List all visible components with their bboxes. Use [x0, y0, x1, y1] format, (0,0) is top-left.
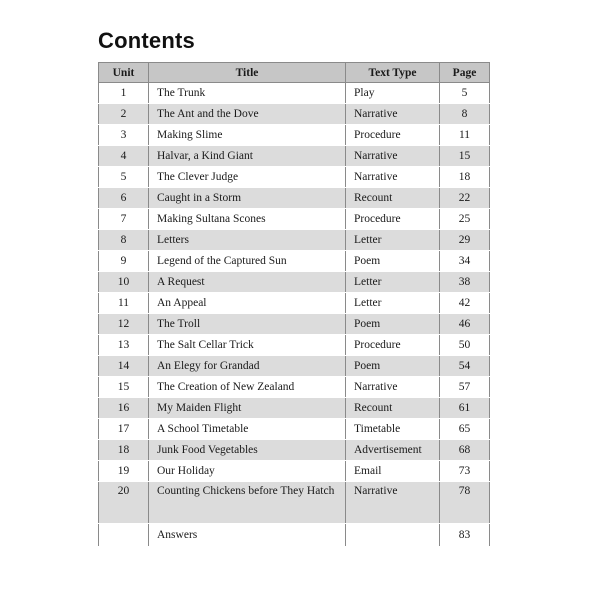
- text-type: Poem: [346, 251, 440, 272]
- unit-number: 2: [99, 104, 149, 125]
- table-row: [99, 314, 490, 335]
- text-type: [346, 524, 440, 547]
- page-number: 73: [440, 461, 490, 482]
- page-number: 57: [440, 377, 490, 398]
- unit-title: Letters: [149, 230, 346, 251]
- page-number: 68: [440, 440, 490, 461]
- text-type: Letter: [346, 230, 440, 251]
- unit-number: 17: [99, 419, 149, 440]
- header-row: [99, 63, 490, 83]
- text-type-column-header: Text Type: [346, 63, 440, 83]
- unit-title: An Appeal: [149, 293, 346, 314]
- text-type: Play: [346, 83, 440, 104]
- unit-number: 4: [99, 146, 149, 167]
- page-number: 18: [440, 167, 490, 188]
- page-title: Contents: [98, 28, 195, 53]
- table-row: [99, 440, 490, 461]
- unit-number: 12: [99, 314, 149, 335]
- unit-number: 20: [99, 482, 149, 524]
- title-column-header: Title: [149, 63, 346, 83]
- text-type: Narrative: [346, 146, 440, 167]
- unit-number: 10: [99, 272, 149, 293]
- table-row: [99, 356, 490, 377]
- text-type: Narrative: [346, 482, 440, 524]
- page-number: 78: [440, 482, 490, 524]
- text-type: Email: [346, 461, 440, 482]
- unit-number: 9: [99, 251, 149, 272]
- page-number: 42: [440, 293, 490, 314]
- unit-title: Making Slime: [149, 125, 346, 146]
- page-number: 46: [440, 314, 490, 335]
- text-type: Letter: [346, 293, 440, 314]
- unit-number: 11: [99, 293, 149, 314]
- unit-title: A School Timetable: [149, 419, 346, 440]
- page-number: 29: [440, 230, 490, 251]
- unit-title: The Ant and the Dove: [149, 104, 346, 125]
- unit-title: The Troll: [149, 314, 346, 335]
- page-number: 34: [440, 251, 490, 272]
- table-row: [99, 293, 490, 314]
- page-number: 65: [440, 419, 490, 440]
- text-type: Recount: [346, 188, 440, 209]
- unit-number: 8: [99, 230, 149, 251]
- unit-title: An Elegy for Grandad: [149, 356, 346, 377]
- unit-number: 1: [99, 83, 149, 104]
- table-row: [99, 188, 490, 209]
- unit-number: 6: [99, 188, 149, 209]
- unit-title: A Request: [149, 272, 346, 293]
- unit-title: Caught in a Storm: [149, 188, 346, 209]
- page-number: 5: [440, 83, 490, 104]
- page-number: 61: [440, 398, 490, 419]
- text-type: Advertisement: [346, 440, 440, 461]
- page-number: 8: [440, 104, 490, 125]
- unit-number: 13: [99, 335, 149, 356]
- table-row: [99, 251, 490, 272]
- unit-title: Junk Food Vegetables: [149, 440, 346, 461]
- table-row: [99, 461, 490, 482]
- unit-title: My Maiden Flight: [149, 398, 346, 419]
- page-number: 11: [440, 125, 490, 146]
- unit-title: Halvar, a Kind Giant: [149, 146, 346, 167]
- table-row: [99, 146, 490, 167]
- unit-number: 3: [99, 125, 149, 146]
- unit-title: The Salt Cellar Trick: [149, 335, 346, 356]
- table-row: [99, 125, 490, 146]
- text-type: Procedure: [346, 335, 440, 356]
- unit-number: 19: [99, 461, 149, 482]
- text-type: Letter: [346, 272, 440, 293]
- table-row: [99, 398, 490, 419]
- table-row: [99, 83, 490, 104]
- table-row: [99, 482, 490, 524]
- text-type: Timetable: [346, 419, 440, 440]
- page-number: 50: [440, 335, 490, 356]
- answers-title: Answers: [149, 524, 346, 547]
- unit-title: Legend of the Captured Sun: [149, 251, 346, 272]
- unit-number: 15: [99, 377, 149, 398]
- page-number: 38: [440, 272, 490, 293]
- unit-number: 7: [99, 209, 149, 230]
- table-row: [99, 230, 490, 251]
- table-row: [99, 104, 490, 125]
- page-number: 15: [440, 146, 490, 167]
- contents-table: [98, 62, 490, 547]
- text-type: Recount: [346, 398, 440, 419]
- page-number: 25: [440, 209, 490, 230]
- table-row: [99, 335, 490, 356]
- text-type: Procedure: [346, 125, 440, 146]
- unit-column-header: Unit: [99, 63, 149, 83]
- text-type: Poem: [346, 356, 440, 377]
- unit-title: The Trunk: [149, 83, 346, 104]
- unit-title: Counting Chickens before They Hatch: [149, 482, 346, 524]
- table-row: [99, 419, 490, 440]
- text-type: Narrative: [346, 167, 440, 188]
- table-row: [99, 377, 490, 398]
- unit-title: The Clever Judge: [149, 167, 346, 188]
- answers-page-number: 83: [440, 524, 490, 547]
- page-number: 54: [440, 356, 490, 377]
- text-type: Poem: [346, 314, 440, 335]
- unit-number: 18: [99, 440, 149, 461]
- unit-number: 5: [99, 167, 149, 188]
- unit-title: The Creation of New Zealand: [149, 377, 346, 398]
- unit-number: 14: [99, 356, 149, 377]
- page-column-header: Page: [440, 63, 490, 83]
- page-number: 22: [440, 188, 490, 209]
- table-row: [99, 209, 490, 230]
- unit-number: [99, 524, 149, 547]
- text-type: Narrative: [346, 104, 440, 125]
- unit-number: 16: [99, 398, 149, 419]
- text-type: Procedure: [346, 209, 440, 230]
- unit-title: Our Holiday: [149, 461, 346, 482]
- text-type: Narrative: [346, 377, 440, 398]
- table-row: [99, 272, 490, 293]
- unit-title: Making Sultana Scones: [149, 209, 346, 230]
- answers-row: [99, 524, 490, 547]
- table-row: [99, 167, 490, 188]
